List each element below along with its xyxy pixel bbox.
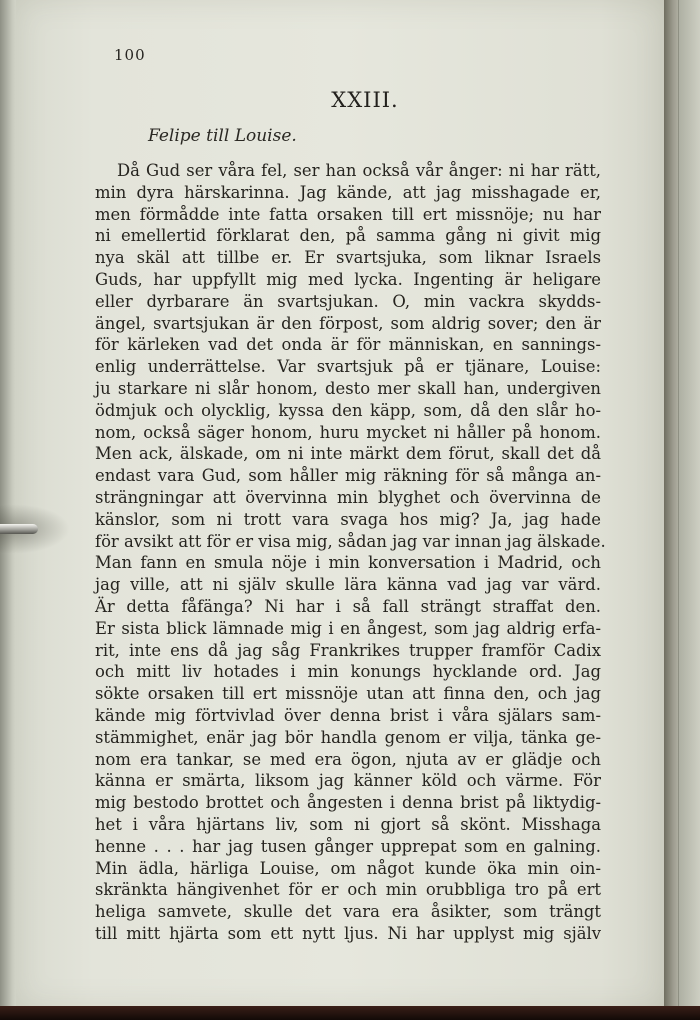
page-stack-edge (664, 0, 700, 1008)
text-line: min dyra härskarinna. Jag kände, att jag misshagade er, (95, 182, 601, 202)
text-line: ödmjuk och olycklig, kyssa den käpp, som, då den slår ho- (95, 400, 601, 420)
metal-clip-icon (0, 524, 38, 534)
text-line: het i våra hjärtans liv, som ni gjort så skönt. Misshaga (95, 814, 601, 834)
text-line: känna er smärta, liksom jag känner köld och värme. För (95, 771, 601, 791)
text-line: Er sista blick lämnade mig i en ångest, som jag aldrig erfa- (95, 618, 601, 638)
text-line: skränkta hängivenhet för er och min orubbliga tro på ert (95, 880, 601, 900)
text-line: sökte orsaken till ert missnöje utan att finna den, och jag (95, 684, 601, 704)
text-line: till mitt hjärta som ett nytt ljus. Ni har upplyst mig själv (95, 923, 601, 943)
text-line: rit, inte ens då jag såg Frankrikes trupper framför Cadix (95, 640, 601, 660)
text-line: ängel, svartsjukan är den förpost, som aldrig sover; den är (95, 313, 601, 333)
text-line: Guds, har uppfyllt mig med lycka. Ingenting är heligare (95, 269, 601, 289)
body-text (95, 160, 606, 945)
text-line: endast vara Gud, som håller mig räkning för så många an- (95, 466, 601, 486)
text-line: Man fann en smula nöje i min konversation i Madrid, och (95, 553, 601, 573)
text-line: känslor, som ni trott vara svaga hos mig? Ja, jag hade (95, 509, 601, 529)
text-line: henne . . . har jag tusen gånger upprepat som en galning. (95, 836, 601, 856)
text-line: Min ädla, härliga Louise, om något kunde öka min oin- (95, 858, 601, 878)
text-line: nom era tankar, se med era ögon, njuta av er glädje och (95, 749, 601, 769)
text-line: mig bestodo brottet och ångesten i denna brist på liktydig- (95, 793, 601, 813)
text-line: men förmådde inte fatta orsaken till ert missnöje; nu har (95, 204, 601, 224)
text-line: strängningar att övervinna min blyghet och övervinna de (95, 487, 601, 507)
text-line: jag ville, att ni själv skulle lära känna vad jag var värd. (95, 575, 601, 595)
text-line: enlig underrättelse. Var svartsjuk på er tjänare, Louise: (95, 357, 601, 377)
text-line: för kärleken vad det onda är för människan, en sannings- (95, 335, 601, 355)
text-line: nya skäl att tillbe er. Er svartsjuka, som liknar Israels (95, 248, 601, 268)
chapter-title: XXIII. (331, 88, 399, 112)
page-number: 100 (114, 46, 146, 64)
text-line: ju starkare ni slår honom, desto mer skall han, undergiven (95, 378, 601, 398)
text-line: ni emellertid förklarat den, på samma gång ni givit mig (95, 226, 601, 246)
text-line: stämmighet, enär jag bör handla genom er vilja, tänka ge- (95, 727, 601, 747)
text-line: Då Gud ser våra fel, ser han också vår ånger: ni har rätt, (117, 161, 601, 180)
text-line: heliga samvete, skulle det vara era åsikter, som trängt (95, 902, 601, 922)
text-line: för avsikt att för er visa mig, sådan jag var innan jag älskade. (95, 531, 606, 551)
text-line: Men ack, älskade, om ni inte märkt dem förut, skall det då (95, 444, 601, 464)
letter-heading: Felipe till Louise. (148, 126, 297, 146)
text-line: nom, också säger honom, huru mycket ni håller på honom. (95, 422, 601, 442)
book-cover-bottom (0, 1006, 700, 1020)
text-line: eller dyrbarare än svartsjukan. O, min vackra skydds- (95, 291, 601, 311)
text-line: Är detta fåfänga? Ni har i så fall strängt straffat den. (95, 596, 601, 616)
text-line: kände mig förtvivlad över denna brist i våra själars sam- (95, 705, 601, 725)
text-line: och mitt liv hotades i min konungs hycklande ord. Jag (95, 662, 601, 682)
